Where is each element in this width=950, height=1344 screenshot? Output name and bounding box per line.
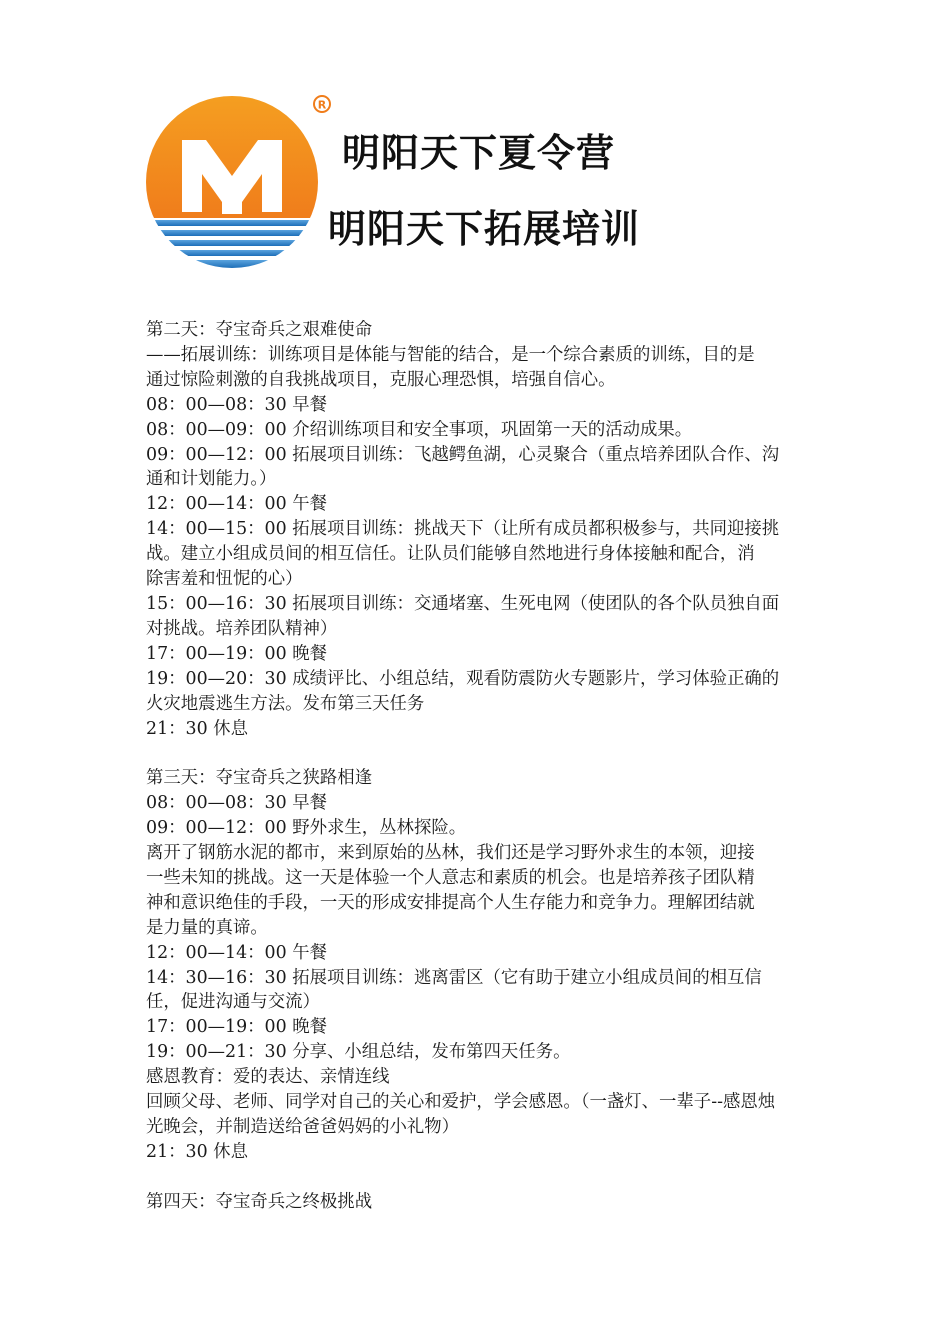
brand-line-training: 明阳天下拓展培训 xyxy=(328,207,641,251)
day3-line: 回顾父母、老师、同学对自己的关心和爱护，学会感恩。（一盏灯、一辈子--感恩烛 xyxy=(146,1092,776,1113)
day2-line: 除害羞和忸怩的心） xyxy=(146,569,303,590)
document-header xyxy=(140,84,700,274)
day3-line: 19：00—21：30 分享、小组总结，发布第四天任务。 xyxy=(146,1042,571,1063)
day3-line: 光晚会，并制造送给爸爸妈妈的小礼物） xyxy=(146,1116,460,1137)
logo-emblem-icon xyxy=(146,90,336,270)
section-day-2 xyxy=(146,318,814,741)
day3-line: 14：30—16：30 拓展项目训练：逃离雷区（它有助于建立小组成员间的相互信 xyxy=(146,967,762,988)
day3-line: 任，促进沟通与交流） xyxy=(146,992,320,1013)
day3-line: 感恩教育：爱的表达、亲情连线 xyxy=(146,1067,390,1088)
day3-line: 一些未知的挑战。这一天是体验一个人意志和素质的机会。也是培养孩子团队精 xyxy=(146,867,755,888)
day3-line: 09：00—12：00 野外求生，丛林探险。 xyxy=(146,818,467,839)
schedule-body xyxy=(146,318,814,1215)
brand-name-block xyxy=(328,114,688,254)
day3-line: 17：00—19：00 晚餐 xyxy=(146,1017,327,1038)
day3-line: 08：00—08：30 早餐 xyxy=(146,793,327,814)
day2-title: 第二天：夺宝奇兵之艰难使命 xyxy=(146,320,373,340)
section-day-4 xyxy=(146,1190,814,1215)
day2-line: 17：00—19：00 晚餐 xyxy=(146,643,327,664)
day2-line: 通过惊险刺激的自我挑战项目，克服心理恐惧，培强自信心。 xyxy=(146,369,616,390)
day2-line: 08：00—09：00 介绍训练项目和安全事项，巩固第一天的活动成果。 xyxy=(146,419,693,440)
day2-line: 14：00—15：00 拓展项目训练：挑战天下（让所有成员都积极参与，共同迎接挑 xyxy=(146,519,780,540)
day3-line: 神和意识绝佳的手段，一天的形成安排提高个人生存能力和竞争力。理解团结就 xyxy=(146,892,755,913)
day3-line: 离开了钢筋水泥的都市，来到原始的丛林，我们还是学习野外求生的本领，迎接 xyxy=(146,843,755,864)
day2-line: 09：00—12：00 拓展项目训练：飞越鳄鱼湖，心灵聚合（重点培养团队合作、沟 xyxy=(146,444,780,465)
day2-line: 战。建立小组成员间的相互信任。让队员们能够自然地进行身体接触和配合，消 xyxy=(146,544,755,565)
day2-line: 火灾地震逃生方法。发布第三天任务 xyxy=(146,693,425,714)
day4-title: 第四天：夺宝奇兵之终极挑战 xyxy=(146,1191,373,1212)
section-spacer xyxy=(146,741,814,766)
day2-line: 15：00—16：30 拓展项目训练：交通堵塞、生死电网（使团队的各个队员独自面 xyxy=(146,593,780,614)
section-spacer xyxy=(146,1165,814,1190)
day2-line: 通和计划能力。） xyxy=(146,469,277,490)
day2-line: ——拓展训练：训练项目是体能与智能的结合，是一个综合素质的训练，目的是 xyxy=(146,344,755,365)
day3-line: 12：00—14：00 午餐 xyxy=(146,942,327,963)
day3-line: 21：30 休息 xyxy=(146,1141,248,1162)
day2-line: 19：00—20：30 成绩评比、小组总结，观看防震防火专题影片，学习体验正确的 xyxy=(146,668,780,689)
day2-line: 08：00—08：30 早餐 xyxy=(146,394,327,415)
registered-mark: R xyxy=(317,98,327,112)
brand-line-camp: 明阳天下夏令营 xyxy=(342,131,616,175)
day2-line: 12：00—14：00 午餐 xyxy=(146,494,327,515)
day2-line: 对挑战。培养团队精神） xyxy=(146,618,338,639)
day3-line: 是力量的真谛。 xyxy=(146,917,268,938)
section-day-3 xyxy=(146,766,814,1165)
brand-logo xyxy=(146,90,336,270)
day2-line: 21：30 休息 xyxy=(146,718,248,739)
day3-title: 第三天：夺宝奇兵之狭路相逢 xyxy=(146,768,373,789)
